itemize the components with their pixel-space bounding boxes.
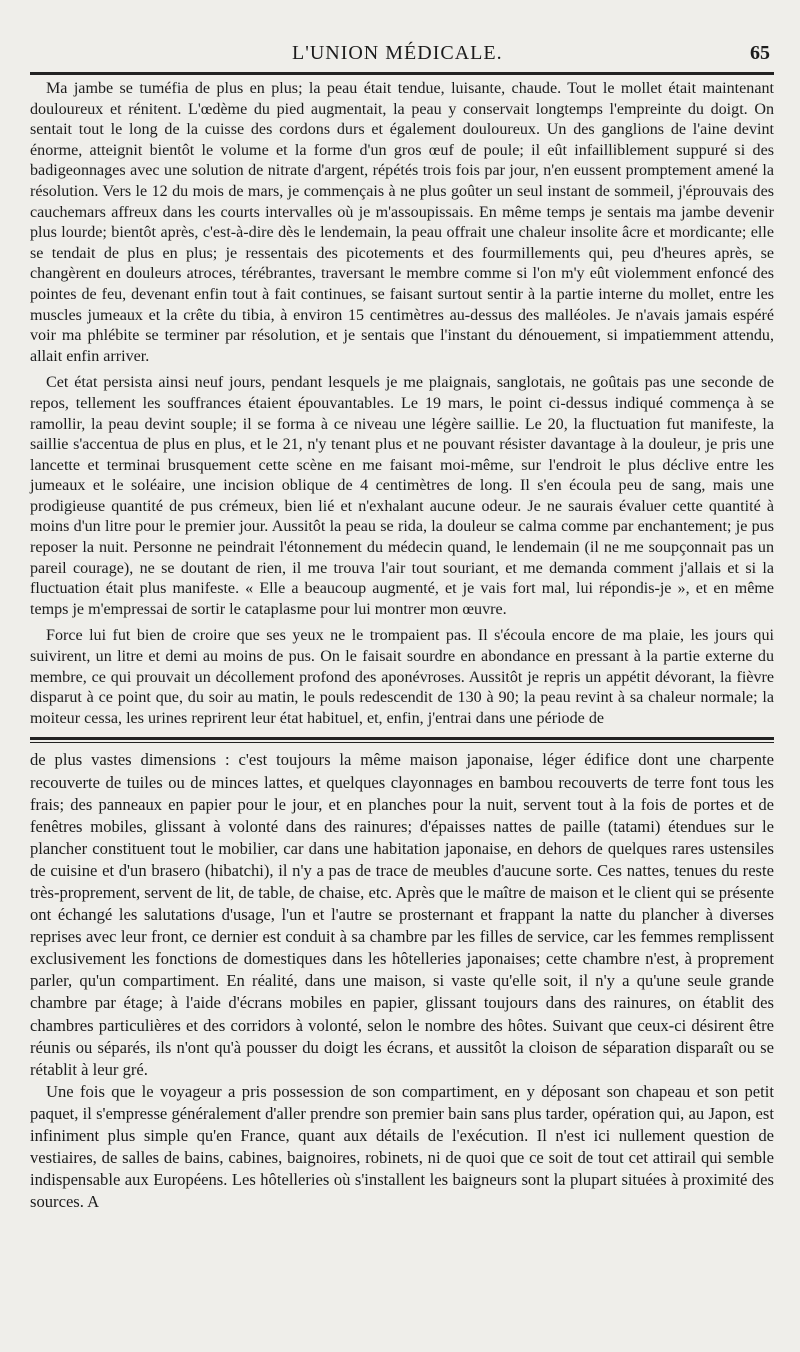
paragraph: Une fois que le voyageur a pris possession de son compartiment, en y déposant son chapeau et son petit paquet, il s'empresse généralement d'aller prendre son premier bain sans plus tarder, opération qui, au Japon, est infiniment plus simple qu'en France, quant aux détails de l'exécution. Il n'est ici nullement question de vestiaires, de salles de bains, cabines, baignoires, robinets, ni de quoi que ce soit de tout cet attirail qui semble indispensable aux Européens. Les hôtelleries où s'installent les baigneurs sont la plupart situées à proximité des sources. A: [30, 1081, 774, 1212]
paragraph: Force lui fut bien de croire que ses yeux ne le trompaient pas. Il s'écoula encore de ma plaie, les jours qui suivirent, un litre et demi au moins de pus. On le faisait sourdre en abondance en pressant à la partie externe du membre, ce qui prouvait un décollement profond des aponévroses. Aussitôt je repris un appétit dévorant, la fièvre disparut à ce point que, du soir au matin, le pouls redescendit de 130 à 90; la peau revint à sa chaleur normale; la moiteur cessa, les urines reprirent leur état habituel, et, enfin, j'entrai dans une période de: [30, 627, 774, 727]
running-title: L'UNION MÉDICALE.: [292, 42, 503, 64]
section-two: [30, 743, 774, 1213]
page-header: [30, 0, 774, 64]
page-number: 65: [750, 42, 770, 64]
paragraph: Ma jambe se tuméfia de plus en plus; la peau était tendue, luisante, chaude. Tout le mollet était maintenant douloureux et rénitent. L'œdème du pied augmentait, la peau y conservait longtemps l'empreinte du doigt. On sentait tout le long de la cuisse des cordons durs et également douloureux. Un des ganglions de l'aine devint énorme, atteignit bientôt le volume et la forme d'un gros œuf de poule; il eût infailliblement suppuré si des badigeonnages avec une solution de nitrate d'argent, répétés trois fois par jour, n'en eussent promptement amené la résolution. Vers le 12 du mois de mars, je commençais à ne plus goûter un seul instant de sommeil, j'éprouvais des cauchemars affreux dans les courts intervalles où je m'assoupissais. En même temps je sentais ma jambe devenir plus lourde; bientôt après, c'est-à-dire dès le lendemain, la peau offrait une chaleur insolite âcre et mordicante; elle se tendait de plus en plus; je ressentais des picotements et des fourmillements qui, peu d'heures après, se changèrent en douleurs atroces, térébrantes, traversant le membre comme si l'on m'y eût violemment enfoncé des pointes de feu, devenant enfin tout à fait continues, se faisant surtout sentir à la partie interne du mollet, entre les muscles jumeaux et la crête du tibia, à environ 15 centimètres au-dessus des malléoles. Je n'avais jamais espéré voir ma phlébite se terminer par résolution, et je sentais que l'instant du dénouement, si impatiemment attendu, allait enfin arriver.: [30, 80, 774, 365]
paragraph: de plus vastes dimensions : c'est toujours la même maison japonaise, léger édifice dont une charpente recouverte de tuiles ou de minces lattes, et quelques clayonnages en bambou recouverts de terre font tous les frais; des panneaux en papier pour le jour, et en planches pour la nuit, servent tout à la fois de portes et de fenêtres mobiles, glissant à volonté dans des rainures; d'épaisses nattes de paille (tatami) étendues sur le plancher constituent tout le mobilier, car dans une habitation japonaise, en dehors de quelques rares ustensiles de cuisine et d'un brasero (hibatchi), il n'y a pas de trace de meubles d'aucune sorte. Ces nattes, tenues du reste très-proprement, servent de lit, de table, de chaise, etc. Après que le maître de maison et le client qui se présente ont échangé les salutations d'usage, l'un et l'autre se prosternant et frappant la natte du plancher à diverses reprises avec leur front, ce dernier est conduit à sa chambre par les filles de service, car les femmes remplissent exclusivement les fonctions de domestiques dans les hôtelleries japonaises; cette chambre n'est, à proprement parler, qu'un compartiment. En réalité, dans une maison, si vaste qu'elle soit, il n'y a qu'une seule grande chambre par étage; à l'aide d'écrans mobiles en papier, glissant toujours dans des rainures, on établit des chambres particulières et des corridors à volonté, selon le nombre des hôtes. Suivant que ceux-ci désirent être réunis ou séparés, ils n'ont qu'à pousser du doigt les écrans, et aussitôt la cloison de séparation disparaît ou se rétablit à leur gré.: [30, 750, 774, 1079]
paragraph: Cet état persista ainsi neuf jours, pendant lesquels je me plaignais, sanglotais, ne goûtais pas une seconde de repos, tellement les souffrances étaient épouvantables. Le 19 mars, le point ci-dessus indiqué commença à se ramollir, la peau devint souple; il se forma à ce niveau une légère saillie. Le 20, la fluctuation fut manifeste, la saillie s'accentua de plus en plus, et le 21, n'y tenant plus et ne pouvant résister davantage à la douleur, je pris une lancette et terminai brusquement cette scène en me faisant moi-même, sur l'endroit le plus déclive entre les jumeaux et le soléaire, une incision oblique de 4 centimètres de long. Il s'en écoula peu de sang, mais une prodigieuse quantité de pus crémeux, bien lié et n'exhalant aucune odeur. Je ne saurais évaluer cette quantité à moins d'un litre pour le premier jour. Aussitôt la peau se rida, la douleur se calma comme par enchantement; je pus reposer la nuit. Personne ne peindrait l'étonnement du médecin quand, le lendemain (il ne me soupçonnait pas un pareil courage), ne se doutant de rien, il me trouva l'air tout souriant, et me demanda comment j'allais et si la fluctuation était plus manifeste. « Elle a beaucoup augmenté, et je vais fort mal, lui répondis-je », et en même temps je m'empressai de sortir le cataplasme pour lui montrer mon œuvre.: [30, 374, 774, 618]
section-one: [30, 75, 774, 729]
